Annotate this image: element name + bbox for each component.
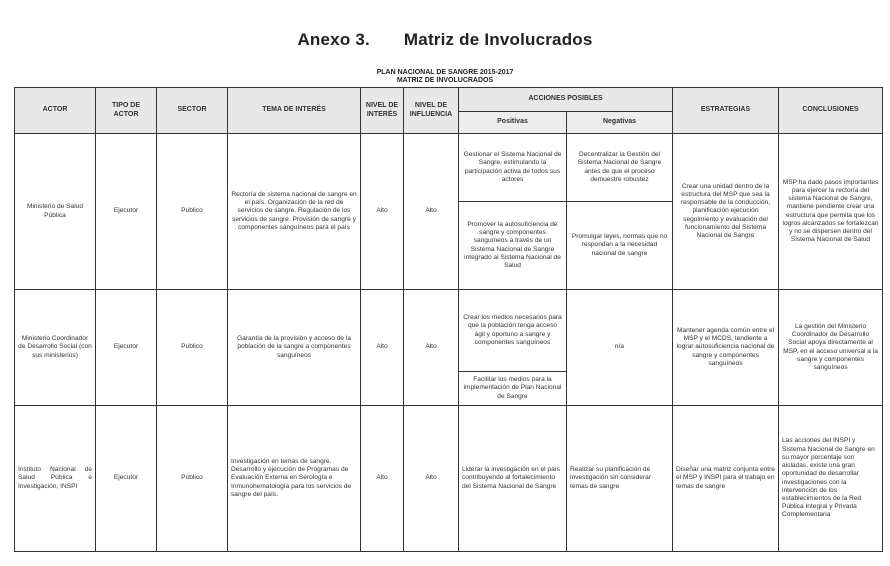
- header-actor: ACTOR: [15, 88, 96, 134]
- interes-cell: Alto: [361, 290, 404, 406]
- tema-cell: Rectoría de sistema nacional de sangre en el país. Organización de la red de servicios de sangre. Regulación de los servicios de sangre. Provisión de sangre y componentes sanguíneos para el país: [228, 134, 361, 290]
- positiva-cell: Facilitar los medios para la implementación de Plan Nacional de Sangre: [459, 372, 567, 406]
- header-sector: SECTOR: [157, 88, 228, 134]
- estrategias-cell: Crear una unidad dentro de la estructura del MSP que sea la responsable de la conducción, planificación ejecución seguimiento y evaluación del funcionamiento del Sistema Nacional de Sangre: [673, 134, 779, 290]
- negativa-cell: Promulgar leyes, normas que no respondan a la necesidad nacional de sangre: [567, 202, 673, 290]
- matrix-subtitle: MATRIZ DE INVOLUCRADOS: [396, 77, 494, 84]
- header-estrategias: ESTRATEGIAS: [673, 88, 779, 134]
- header-positivas: Positivas: [459, 112, 567, 134]
- interes-cell: Alto: [361, 134, 404, 290]
- header-influencia: NIVEL DE INFLUENCIA: [404, 88, 459, 134]
- conclusiones-cell: Las acciones del INSPI y Sistema Nacional de Sangre en su mayor porcentaje son aisladas, existe una gran oportunidad de desarrollar investigaciones con la intervención de los establecimientos de la Red Pública Integral y Privada Complementaria: [779, 406, 883, 552]
- tipo-cell: Ejecutor: [96, 290, 157, 406]
- stakeholder-matrix-table: [14, 87, 883, 552]
- sector-cell: Público: [157, 134, 228, 290]
- actor-cell: Instituto Nacional de Salud Pública e Investigación, INSPI: [15, 406, 96, 552]
- annex-number: Anexo 3.: [297, 30, 370, 49]
- table-row: [15, 406, 883, 552]
- conclusiones-cell: MSP ha dado pasos importantes para ejercer la rectoría del sistema Nacional de Sangre, mantiene pendiente crear una estructura que permita que los logros alcanzados se fortalezcan y no se dispersen dentro del Sistema Nacional de Salud: [779, 134, 883, 290]
- header-acciones: ACCIONES POSIBLES: [459, 88, 673, 112]
- positiva-cell: Crear los medios necesarios para que la población tenga acceso ágil y oportuno a sangre y componentes sanguíneos: [459, 290, 567, 372]
- interes-cell: Alto: [361, 406, 404, 552]
- negativa-cell: Realizar su planificación de investigación sin considerar temas de sangre: [567, 406, 673, 552]
- negativa-cell: Decentralizar la Gestión del Sistema Nacional de Sangre antes de que el proceso demuestre robustez: [567, 134, 673, 202]
- header-tipo: TIPO DE ACTOR: [96, 88, 157, 134]
- positiva-cell: Gestionar el Sistema Nacional de Sangre, estimulando la participación activa de todos sus actores: [459, 134, 567, 202]
- sector-cell: Público: [157, 290, 228, 406]
- actor-cell: Ministerio de Salud Pública: [15, 134, 96, 290]
- influencia-cell: Alto: [404, 290, 459, 406]
- actor-cell: Ministerio Coordinador de Desarrollo Social (con sus ministerios): [15, 290, 96, 406]
- tema-cell: Garantía de la provisión y acceso de la población de la sangre a componentes sanguíneos: [228, 290, 361, 406]
- annex-name: Matriz de Involucrados: [403, 30, 593, 49]
- influencia-cell: Alto: [404, 406, 459, 552]
- header-tema: TEMA DE INTERÉS: [228, 88, 361, 134]
- tipo-cell: Ejecutor: [96, 406, 157, 552]
- sector-cell: Público: [157, 406, 228, 552]
- header-negativas: Negativas: [567, 112, 673, 134]
- estrategias-cell: Diseñar una matriz conjunta entre el MSP y INSPI para el trabajo en temas de sangre: [673, 406, 779, 552]
- tema-cell: Investigación en temas de sangre. Desarrollo y ejecución de Programas de Evaluación Externa en Serología e Inmunohematología para los servicios de sangre del país.: [228, 406, 361, 552]
- page-title: [0, 30, 890, 50]
- negativa-cell: n/a: [567, 290, 673, 406]
- header-interes: NIVEL DE INTERÉS: [361, 88, 404, 134]
- tipo-cell: Ejecutor: [96, 134, 157, 290]
- estrategias-cell: Mantener agenda común entre el MSP y el MCDS, tendiente a lograr autosuficiencia nacional de sangre y componentes sanguíneos: [673, 290, 779, 406]
- conclusiones-cell: La gestión del Ministerio Coordinador de Desarrollo Social apoya directamente al MSP, en el acceso universal a la sangre y componentes sanguíneos: [779, 290, 883, 406]
- table-row: [15, 290, 883, 372]
- positiva-cell: Liderar la investigación en el país contribuyendo al fortalecimiento del Sistema Nacional de Sangre: [459, 406, 567, 552]
- influencia-cell: Alto: [404, 134, 459, 290]
- plan-subtitle: PLAN NACIONAL DE SANGRE 2015-2017: [376, 69, 514, 76]
- header-conclusiones: CONCLUSIONES: [779, 88, 883, 134]
- table-row: [15, 134, 883, 202]
- positiva-cell: Promover la autosuficiencia de sangre y componentes sanguíneos a través de un Sistema Nacional de Sangre integrado al Sistema Nacional de Salud: [459, 202, 567, 290]
